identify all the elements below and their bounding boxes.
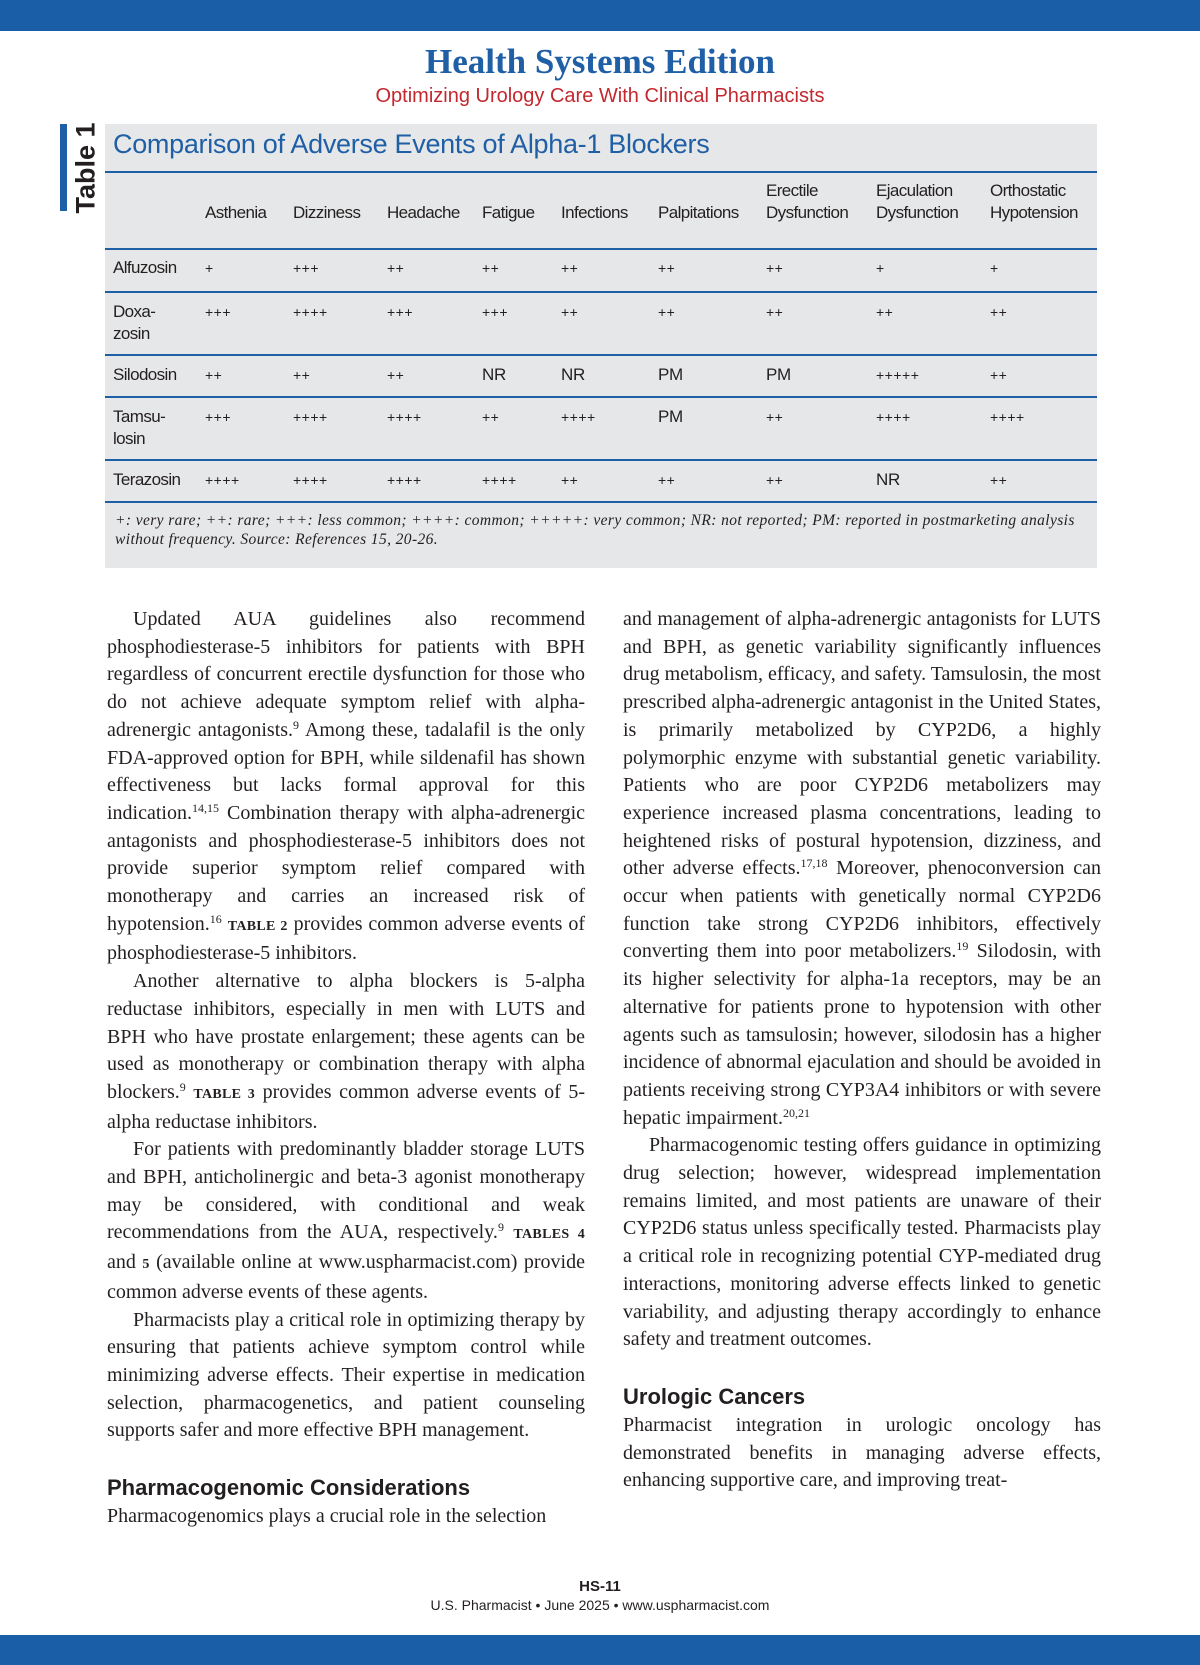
table-rule xyxy=(105,354,1097,356)
paragraph: Pharmacogenomic testing offers guidance in optimizing drug selection; however, widespread implementation remains limited, and most patients are unaware of their CYP2D6 status unless specifically tested. Pharmacists play a critical role in recognizing potential CYP-mediated drug interactions, monitoring adverse effects linked to genetic variability, and adjusting therapy accordingly to enhance safety and treatment outcomes. xyxy=(623,1134,1101,1351)
table-cell: ++++ xyxy=(387,409,422,425)
masthead xyxy=(0,40,1200,108)
table-rule xyxy=(105,171,1097,173)
table-cell: NR xyxy=(561,365,585,384)
table-rule xyxy=(105,248,1097,250)
paragraph: and management of alpha-adrenergic antagonists for LUTS and BPH, as genetic variability significantly influences drug metabolism, efficacy, and safety. Tamsulosin, the most prescribed alpha-adrenergic antagonist in the United States, is primarily metabolized by CYP2D6, a highly polymorphic enzyme with substantial genetic variability. Patients who are poor CYP2D6 metabolizers may experience increased plasma concentrations, leading to heightened risks of postural hypotension, dizziness, and other adverse effects.$^{17,18}$ Moreover, phenoconversion can occur when patients with genetically normal CYP2D6 function take strong CYP2D6 inhibitors, effectively converting them into poor metabolizers.$^{19}$ Silodosin, with its higher selectivity for alpha-1a receptors, may be an alternative for patients prone to hypotension with other agents such as tamsulosin; however, silodosin has a higher incidence of abnormal ejaculation and should be avoided in patients receiving strong CYP3A4 inhibitors or with severe hepatic impairment.$^{20,21}$ xyxy=(623,608,1102,1129)
table-cell: + xyxy=(205,260,214,276)
table-cell: ++ xyxy=(561,260,579,276)
column-header: Infections xyxy=(561,203,628,222)
table-cell: ++++ xyxy=(561,409,596,425)
table-cell: PM xyxy=(766,365,791,384)
table-cell: ++ xyxy=(990,472,1008,488)
table-cell: ++ xyxy=(990,367,1008,383)
table-cell: ++ xyxy=(658,472,676,488)
table-cell: ++ xyxy=(766,409,784,425)
table-cell: ++ xyxy=(766,472,784,488)
drug-name: Silodosin xyxy=(113,365,177,384)
table-cell: NR xyxy=(482,365,506,384)
table-cell: ++ xyxy=(561,304,579,320)
paragraph: Pharmacists play a critical role in optimizing therapy by ensuring that patients achieve symptom control while minimizing adverse effects. Their expertise in medication selection, pharmacogenetics, and patient counseling supports safer and more effective BPH management. xyxy=(107,1308,585,1442)
column-header: Palpitations xyxy=(658,203,739,222)
table-cell: + xyxy=(876,260,885,276)
table-rule xyxy=(105,396,1097,398)
page-footer xyxy=(0,1577,1200,1614)
column-header: Erectile Dysfunction xyxy=(766,181,849,222)
edition-title: Health Systems Edition xyxy=(424,42,776,81)
table-cell: + xyxy=(990,260,999,276)
column-header: Fatigue xyxy=(482,203,535,222)
table-cell: +++ xyxy=(293,260,320,276)
table-cell: ++ xyxy=(658,304,676,320)
table-cell: NR xyxy=(876,470,900,489)
paragraph: For patients with predominantly bladder storage LUTS and BPH, anticholinergic and beta-3 agonist monotherapy may be considered, with conditional and weak recommendations from the AUA, respectively.$^9$ TABLES 4 and 5 (available online at www.uspharmacist.com) provide common adverse events of these agents. xyxy=(107,1138,586,1303)
table-footnote: +: very rare; ++: rare; +++: less common; ++++: common; +++++: very common; NR: not reported; PM: reported in postmarketing analysis without frequency. Source: References 15, 20-26. xyxy=(115,512,1075,548)
table-cell: +++ xyxy=(205,304,232,320)
table-cell: ++++ xyxy=(293,472,328,488)
table-rule xyxy=(105,459,1097,461)
table-cell: PM xyxy=(658,407,683,426)
drug-name: Doxa- zosin xyxy=(113,302,156,343)
table-cell: ++ xyxy=(387,260,405,276)
table-cell: ++ xyxy=(482,409,500,425)
table-cell: ++++ xyxy=(293,304,328,320)
table-cell: ++ xyxy=(561,472,579,488)
column-header: Orthostatic Hypotension xyxy=(990,181,1078,222)
column-header: Asthenia xyxy=(205,203,267,222)
table-cell: ++ xyxy=(766,304,784,320)
edition-subtitle: Optimizing Urology Care With Clinical Pharmacists xyxy=(375,85,825,107)
column-header: Headache xyxy=(387,203,460,222)
article-left-column xyxy=(107,606,585,1531)
table-cell: ++ xyxy=(293,367,311,383)
table-cell: ++ xyxy=(482,260,500,276)
article-right-column xyxy=(623,606,1101,1495)
adverse-events-table xyxy=(105,124,1097,568)
section-heading: Pharmacogenomic Considerations xyxy=(107,1475,471,1501)
table-cell: ++ xyxy=(387,367,405,383)
column-header: Ejaculation Dysfunction xyxy=(876,181,959,222)
table-cell: ++++ xyxy=(482,472,517,488)
table-cell: PM xyxy=(658,365,683,384)
table-cell: ++++ xyxy=(205,472,240,488)
paragraph: Updated AUA guidelines also recommend phosphodiesterase-5 inhibitors for patients with BPH regardless of concurrent erectile dysfunction for those who do not achieve adequate symptom relief with alpha-adrenergic antagonists.$^9$ Among these, tadalafil is the only FDA-approved option for BPH, while sildenafil has shown effectiveness but lacks formal approval for this indication.$^{14,15}$ Combination therapy with alpha-adrenergic antagonists and phosphodiesterase-5 inhibitors does not provide superior symptom relief compared with monotherapy and carries an increased risk of hypotension.$^{16}$ TABLE 2 provides common adverse events of phosphodiesterase-5 inhibitors. xyxy=(107,608,586,965)
table-side-label: Table 1 xyxy=(70,122,101,214)
bottom-color-band xyxy=(0,1635,1200,1665)
table-cell: +++ xyxy=(387,304,414,320)
table-cell: ++ xyxy=(876,304,894,320)
table-title: Comparison of Adverse Events of Alpha-1 Blockers xyxy=(113,129,710,159)
drug-name: Terazosin xyxy=(113,470,181,489)
table-cell: ++ xyxy=(766,260,784,276)
table-cell: +++ xyxy=(482,304,509,320)
table-cell: +++ xyxy=(205,409,232,425)
column-header: Dizziness xyxy=(293,203,361,222)
paragraph: Another alternative to alpha blockers is 5-alpha reductase inhibitors, especially in men with LUTS and BPH who have prostate enlargement; these agents can be used as monotherapy or combination therapy with alpha blockers.$^9$ TABLE 3 provides common adverse events of 5-alpha reductase inhibitors. xyxy=(107,970,586,1133)
drug-name: Alfuzosin xyxy=(113,258,177,277)
table-cell: ++++ xyxy=(293,409,328,425)
paragraph: Pharmacogenomics plays a crucial role in the selection xyxy=(107,1505,547,1528)
table-cell: +++++ xyxy=(876,367,920,383)
table-cell: ++ xyxy=(990,304,1008,320)
publication-line: U.S. Pharmacist • June 2025 • www.uspharmacist.com xyxy=(430,1597,770,1613)
table-rule xyxy=(105,291,1097,293)
table-rule xyxy=(105,501,1097,503)
top-color-band xyxy=(0,0,1200,31)
paragraph: Pharmacist integration in urologic oncology has demonstrated benefits in managing adverse effects, enhancing supportive care, and improving treat- xyxy=(623,1413,1101,1492)
table-cell: ++ xyxy=(658,260,676,276)
table-cell: ++++ xyxy=(387,472,422,488)
section-heading: Urologic Cancers xyxy=(623,1383,806,1409)
drug-name: Tamsu- losin xyxy=(113,407,166,448)
table-cell: ++++ xyxy=(876,409,911,425)
table-cell: ++++ xyxy=(990,409,1025,425)
table-tab-marker xyxy=(60,124,67,211)
page-number: HS-11 xyxy=(579,1578,621,1595)
table-cell: ++ xyxy=(205,367,223,383)
